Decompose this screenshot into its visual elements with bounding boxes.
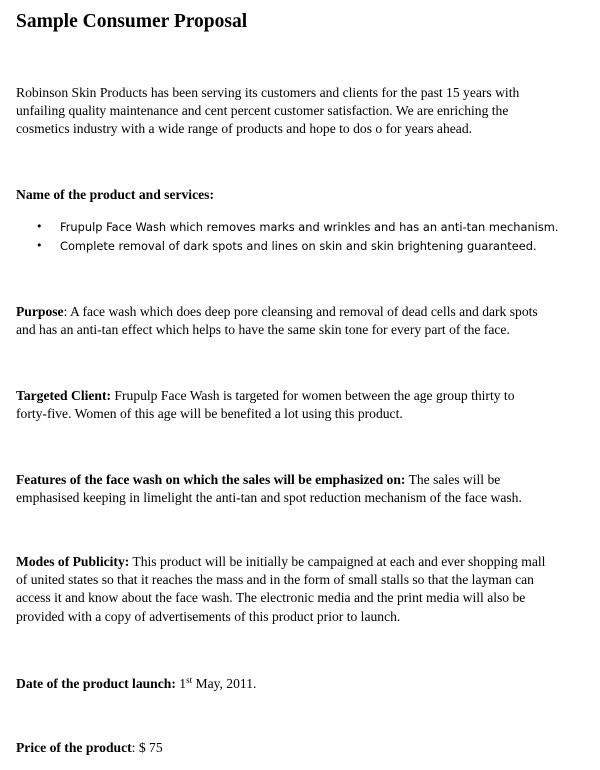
features-line: emphasised keeping in limelight the anti-tan and spot reduction mechanism of the face wash. — [16, 490, 522, 506]
publicity-line — [16, 553, 588, 571]
targeted-client-text: Frupulp Face Wash is targeted for women between the age group thirty to — [111, 388, 515, 403]
targeted-client-label: Targeted Client: — [16, 388, 112, 403]
products-heading: Name of the product and services: — [16, 187, 214, 202]
launch-date-line — [16, 675, 588, 693]
product-item-text: Complete removal of dark spots and lines on skin and skin brightening guaranteed. — [60, 238, 537, 253]
features-line — [16, 471, 588, 489]
list-item — [16, 218, 588, 237]
launch-date-paragraph — [16, 675, 588, 693]
features-text: The sales will be — [405, 472, 501, 487]
launch-date-label: Date of the product launch: — [16, 676, 176, 691]
targeted-client-line — [16, 387, 588, 405]
price-line — [16, 739, 588, 757]
products-list — [16, 218, 588, 255]
publicity-line: access it and know about the face wash. The electronic media and the print media will also be — [16, 590, 526, 606]
intro-line: cosmetics industry with a wide range of products and hope to dos o for years ahead. — [16, 121, 473, 137]
purpose-label: Purpose — [16, 304, 64, 319]
purpose-line — [16, 303, 588, 321]
publicity-text: This product will be initially be campaigned at each and ever shopping mall — [129, 554, 546, 569]
intro-line: Robinson Skin Products has been serving its customers and clients for the past 15 years with — [16, 85, 520, 100]
publicity-line: of united states so that it reaches the mass and in the form of small stalls so that the layman can — [16, 572, 534, 588]
purpose-paragraph — [16, 303, 588, 339]
launch-date-rest: May, 2011. — [192, 676, 257, 691]
purpose-line: and has an anti-tan effect which helps to have the same skin tone for every part of the face. — [16, 322, 510, 338]
price-label: Price of the product — [16, 740, 132, 755]
features-paragraph — [16, 471, 588, 507]
launch-date-day: 1 — [175, 676, 187, 691]
purpose-text: : A face wash which does deep pore cleansing and removal of dead cells and dark spots — [63, 304, 538, 319]
price-paragraph — [16, 739, 588, 757]
document-title: Sample Consumer Proposal — [16, 11, 248, 32]
intro-line: unfailing quality maintenance and cent percent customer satisfaction. We are enriching the — [16, 103, 509, 119]
publicity-label: Modes of Publicity: — [16, 554, 130, 569]
bullet-icon: • — [36, 220, 43, 233]
price-value: : $ 75 — [131, 740, 163, 755]
publicity-line: provided with a copy of advertisements of this product prior to launch. — [16, 608, 401, 624]
intro-paragraph — [16, 84, 588, 139]
launch-date-day-suffix: st — [186, 675, 193, 685]
features-label: Features of the face wash on which the sales will be emphasized on: — [16, 472, 406, 487]
publicity-paragraph — [16, 553, 588, 626]
list-item — [16, 237, 588, 256]
product-item-text: Frupulp Face Wash which removes marks and wrinkles and has an anti-tan mechanism. — [60, 220, 559, 234]
bullet-icon: • — [36, 238, 43, 252]
targeted-client-paragraph — [16, 387, 588, 423]
targeted-client-line: forty-five. Women of this age will be benefited a lot using this product. — [16, 406, 403, 422]
